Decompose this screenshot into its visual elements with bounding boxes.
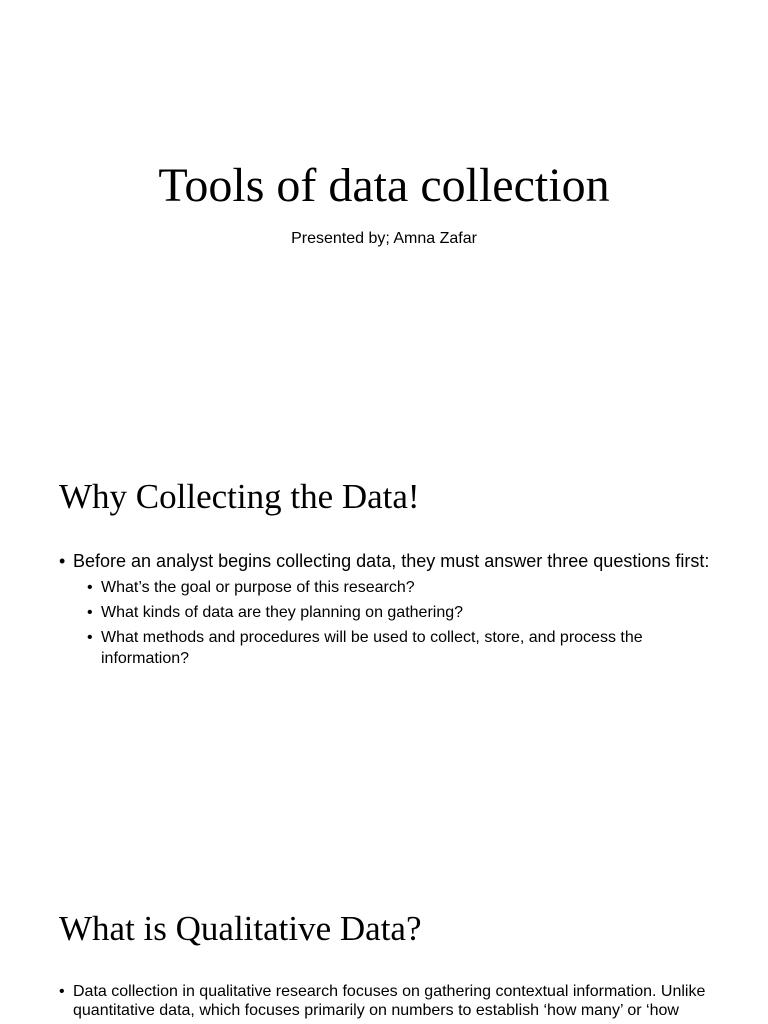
bullet-list [59,982,719,1024]
presenter-line: Presented by; Amna Zafar [291,230,477,247]
slide-why-collecting [0,432,768,864]
bullet-text: Data collection in qualitative research focuses on gathering contextual information. Unlike quantitative data, which focuses primarily on numbers to establish ‘how many’ or ‘how [73,983,706,1019]
sub-bullet-item: • What kinds of data are they planning on gathering? [87,602,719,623]
slide-title [0,0,768,432]
sub-bullet-list [87,577,719,669]
bullet-text: Before an analyst begins collecting data, they must answer three questions first: [73,551,710,571]
slide-heading: What is Qualitative Data? [59,909,422,948]
bullet-list [59,550,719,674]
presentation-title: Tools of data collection [158,159,610,212]
sub-bullet-item: • What’s the goal or purpose of this research? [87,577,719,598]
bullet-item [59,982,719,1020]
slide-heading: Why Collecting the Data! [59,477,420,516]
slide-qualitative-data [0,864,768,1024]
bullet-item [59,550,719,669]
sub-bullet-item: • What methods and procedures will be used to collect, store, and process the information? [87,627,719,669]
